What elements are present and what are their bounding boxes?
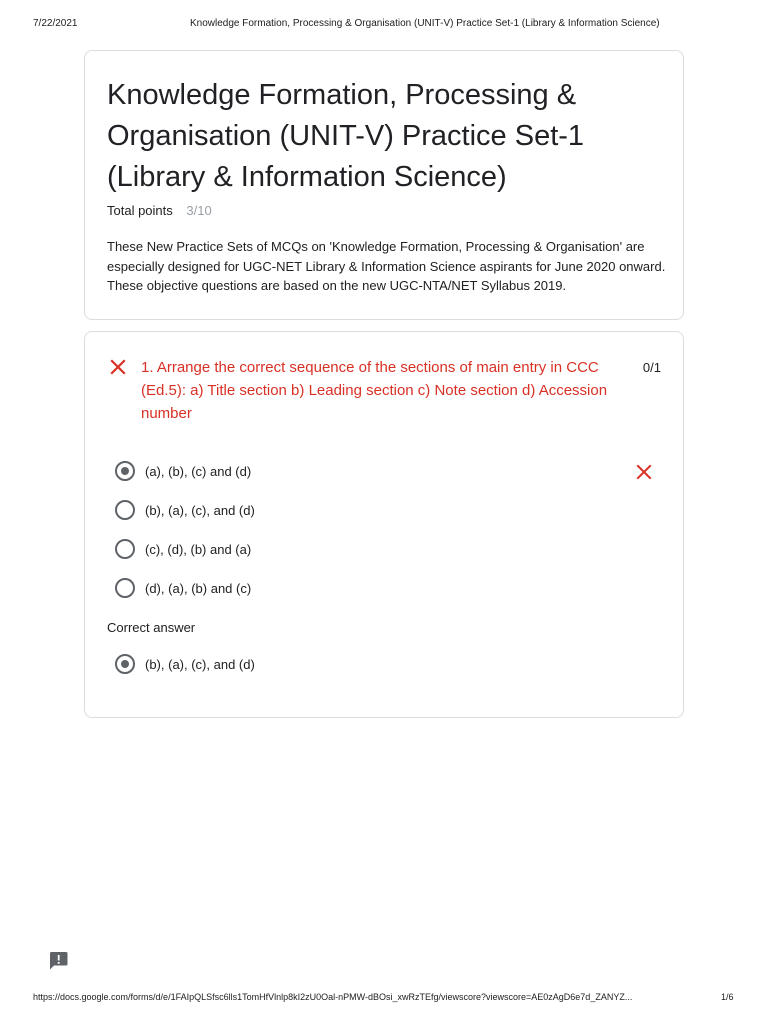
option-3[interactable]: [115, 538, 251, 560]
total-points-label: Total points: [107, 203, 173, 218]
page-number: 1/6: [721, 992, 734, 1002]
print-title: Knowledge Formation, Processing & Organisation (UNIT-V) Practice Set-1 (Library & Information Science): [190, 18, 660, 29]
correct-answer-option: [115, 653, 255, 675]
question-score: 0/1: [642, 360, 661, 375]
print-footer: [0, 992, 768, 1006]
option-label: (a), (b), (c) and (d): [145, 463, 252, 479]
radio-button[interactable]: [115, 578, 135, 598]
print-date: 7/22/2021: [33, 18, 78, 29]
option-label: (b), (a), (c), and (d): [145, 502, 255, 518]
option-4[interactable]: [115, 577, 251, 599]
total-points: [107, 203, 212, 218]
correct-answer-text: (b), (a), (c), and (d): [145, 656, 255, 672]
form-description: These New Practice Sets of MCQs on 'Knowledge Formation, Processing & Organisation' are especially designed for UGC-NET Library & Information Science aspirants for June 2020 onward. These objective questions are based on the new UGC-NTA/NET Syllabus 2019.: [107, 239, 666, 293]
form-header-card: [84, 50, 684, 320]
x-icon: [109, 358, 127, 376]
question-text: 1. Arrange the correct sequence of the sections of main entry in CCC (Ed.5): a) Title section b) Leading section c) Note section d) Accession number: [141, 359, 608, 422]
radio-button[interactable]: [115, 539, 135, 559]
wrong-answer-x-icon: [636, 464, 652, 480]
option-label: (d), (a), (b) and (c): [145, 580, 252, 596]
total-points-value: 3/10: [186, 203, 212, 218]
radio-button[interactable]: [115, 500, 135, 520]
form-title: Knowledge Formation, Processing & Organisation (UNIT-V) Practice Set-1 (Library & Information Science): [107, 79, 585, 193]
radio-button-selected[interactable]: [115, 461, 135, 481]
page-url: https://docs.google.com/forms/d/e/1FAIpQLSfsc6lls1TomHfVlnlp8kI2zU0Oal-nPMW-dBOsi_xwRzTEfg/viewscore?viewscore=AE0zAgD6e7d_ZANYZ...: [33, 992, 633, 1002]
option-1[interactable]: [115, 460, 251, 482]
correct-answer-label: Correct answer: [107, 620, 196, 635]
radio-button-selected: [115, 654, 135, 674]
question-card: [84, 331, 684, 718]
feedback-icon[interactable]: [48, 950, 69, 971]
option-label: (c), (d), (b) and (a): [145, 541, 252, 557]
option-2[interactable]: [115, 499, 255, 521]
print-header: [0, 18, 768, 32]
